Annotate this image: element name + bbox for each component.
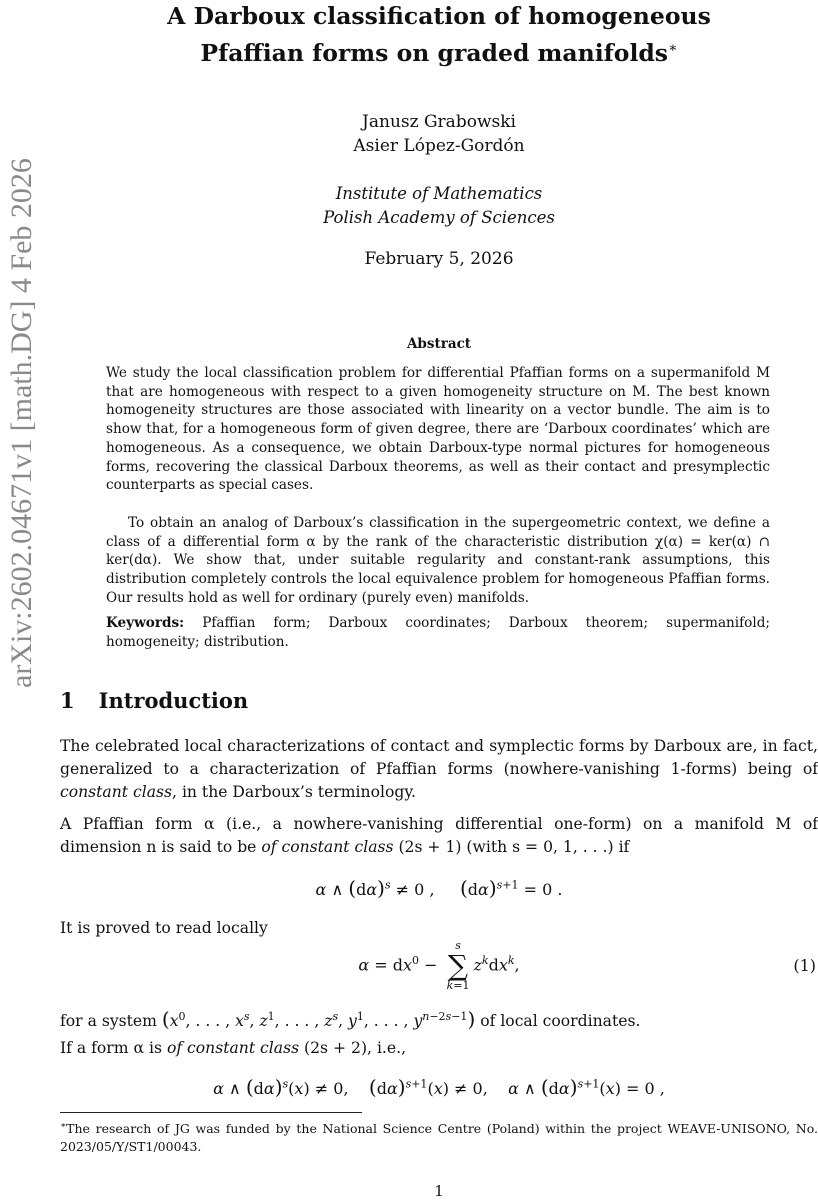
footnote-rule bbox=[60, 1112, 362, 1113]
title-line-2: Pfaffian forms on graded manifolds∗ bbox=[200, 39, 678, 67]
abstract-heading: Abstract bbox=[406, 336, 472, 352]
footnote-text: The research of JG was funded by the National Science Centre (Poland) within the project WEAVE-UNISONO, No. 2023/05/Y/ST1/00043. bbox=[60, 1121, 818, 1155]
equation-number: (1) bbox=[793, 956, 816, 975]
title-line-1: A Darboux classification of homogeneous bbox=[167, 2, 711, 30]
abstract-paragraph-2: To obtain an analog of Darboux’s classification in the supergeometric context, we define a class of a differential form α by the rank of the characteristic distribution χ(α) = ker(α) ∩ ker(dα). We show that, under suitable regularity and constant-rank assumptions, this distribution completely controls the local equivalence problem for homogeneous Pfaffian forms. Our results hold as well for ordinary (purely even) manifolds. bbox=[106, 515, 770, 606]
summation-symbol: s ∑ k=1 bbox=[446, 939, 470, 992]
keywords-label: Keywords: bbox=[106, 615, 185, 631]
intro-paragraph-4: for a system ($x^0$, . . . , $x^s$, $z^1$, . . . , $z^s$, $y^1$, . . . , $y^{n-2s-1}$) of local coordinates. bbox=[60, 1007, 641, 1032]
intro-paragraph-1: The celebrated local characterizations of contact and symplectic forms by Darboux are, in fact, generalized to a characterization of Pfaffian forms (nowhere-vanishing 1-forms) being of constant class, in the Darboux’s terminology. bbox=[60, 737, 818, 801]
affiliation-line-2: Polish Academy of Sciences bbox=[323, 208, 555, 227]
keywords-text: Pfaffian form; Darboux coordinates; Darboux theorem; supermanifold; homogeneity; distribution. bbox=[106, 615, 770, 650]
abstract-paragraph-1: We study the local classification problem for differential Pfaffian forms on a supermanifold M that are homogeneous with respect to a given homogeneity structure on M. The best known homogeneity structures are those associated with linearity on a vector bundle. The aim is to show that, for a homogeneous form of given degree, there are ‘Darboux coordinates’ which are homogeneous. As a consequence, we obtain Darboux-type normal pictures for homogeneous forms, recovering the classical Darboux theorems, as well as their contact and presymplectic counterparts as special cases. bbox=[106, 365, 770, 494]
title-footnote-marker: ∗ bbox=[668, 40, 678, 56]
equation-1-darboux-normal-form: $\alpha = dx^0 - s$ ∑ $k=1z^kdx^k$, bbox=[358, 939, 520, 992]
equation-constant-class-even: α ∧ $(d\alpha)^s(x) \ne 0$, $(d\alpha)^{s+1}(x) \ne 0$, α ∧ $(d\alpha)^{s+1}(x) = 0$ , bbox=[213, 1075, 665, 1099]
date: February 5, 2026 bbox=[364, 249, 514, 269]
footnote bbox=[60, 1117, 818, 1156]
section-number: 1 bbox=[60, 688, 75, 713]
author-2: Asier López-Gordón bbox=[353, 136, 525, 156]
section-title: Introduction bbox=[98, 688, 249, 713]
page-number: 1 bbox=[434, 1182, 444, 1200]
intro-paragraph-3: It is proved to read locally bbox=[60, 919, 268, 937]
paper-title bbox=[60, 0, 818, 69]
footnote-marker: ∗ bbox=[60, 1121, 67, 1131]
equation-constant-class-odd: α ∧ $(d\alpha)^s \ne 0$ , $(d\alpha)^{s+1} = 0$ . bbox=[315, 876, 563, 900]
section-heading bbox=[60, 688, 248, 713]
author-1: Janusz Grabowski bbox=[362, 112, 516, 132]
keywords bbox=[106, 614, 770, 651]
arxiv-identifier: arXiv:2602.04671v1 [math.DG] 4 Feb 2026 bbox=[5, 158, 38, 688]
intro-paragraph-5: If a form α is of constant class (2s + 2), i.e., bbox=[60, 1039, 407, 1057]
intro-paragraph-2: A Pfaffian form α (i.e., a nowhere-vanishing differential one-form) on a manifold M of dimension n is said to be of constant class (2s + 1) (with s = 0, 1, . . .) if bbox=[60, 815, 818, 856]
affiliation-line-1: Institute of Mathematics bbox=[335, 184, 543, 203]
